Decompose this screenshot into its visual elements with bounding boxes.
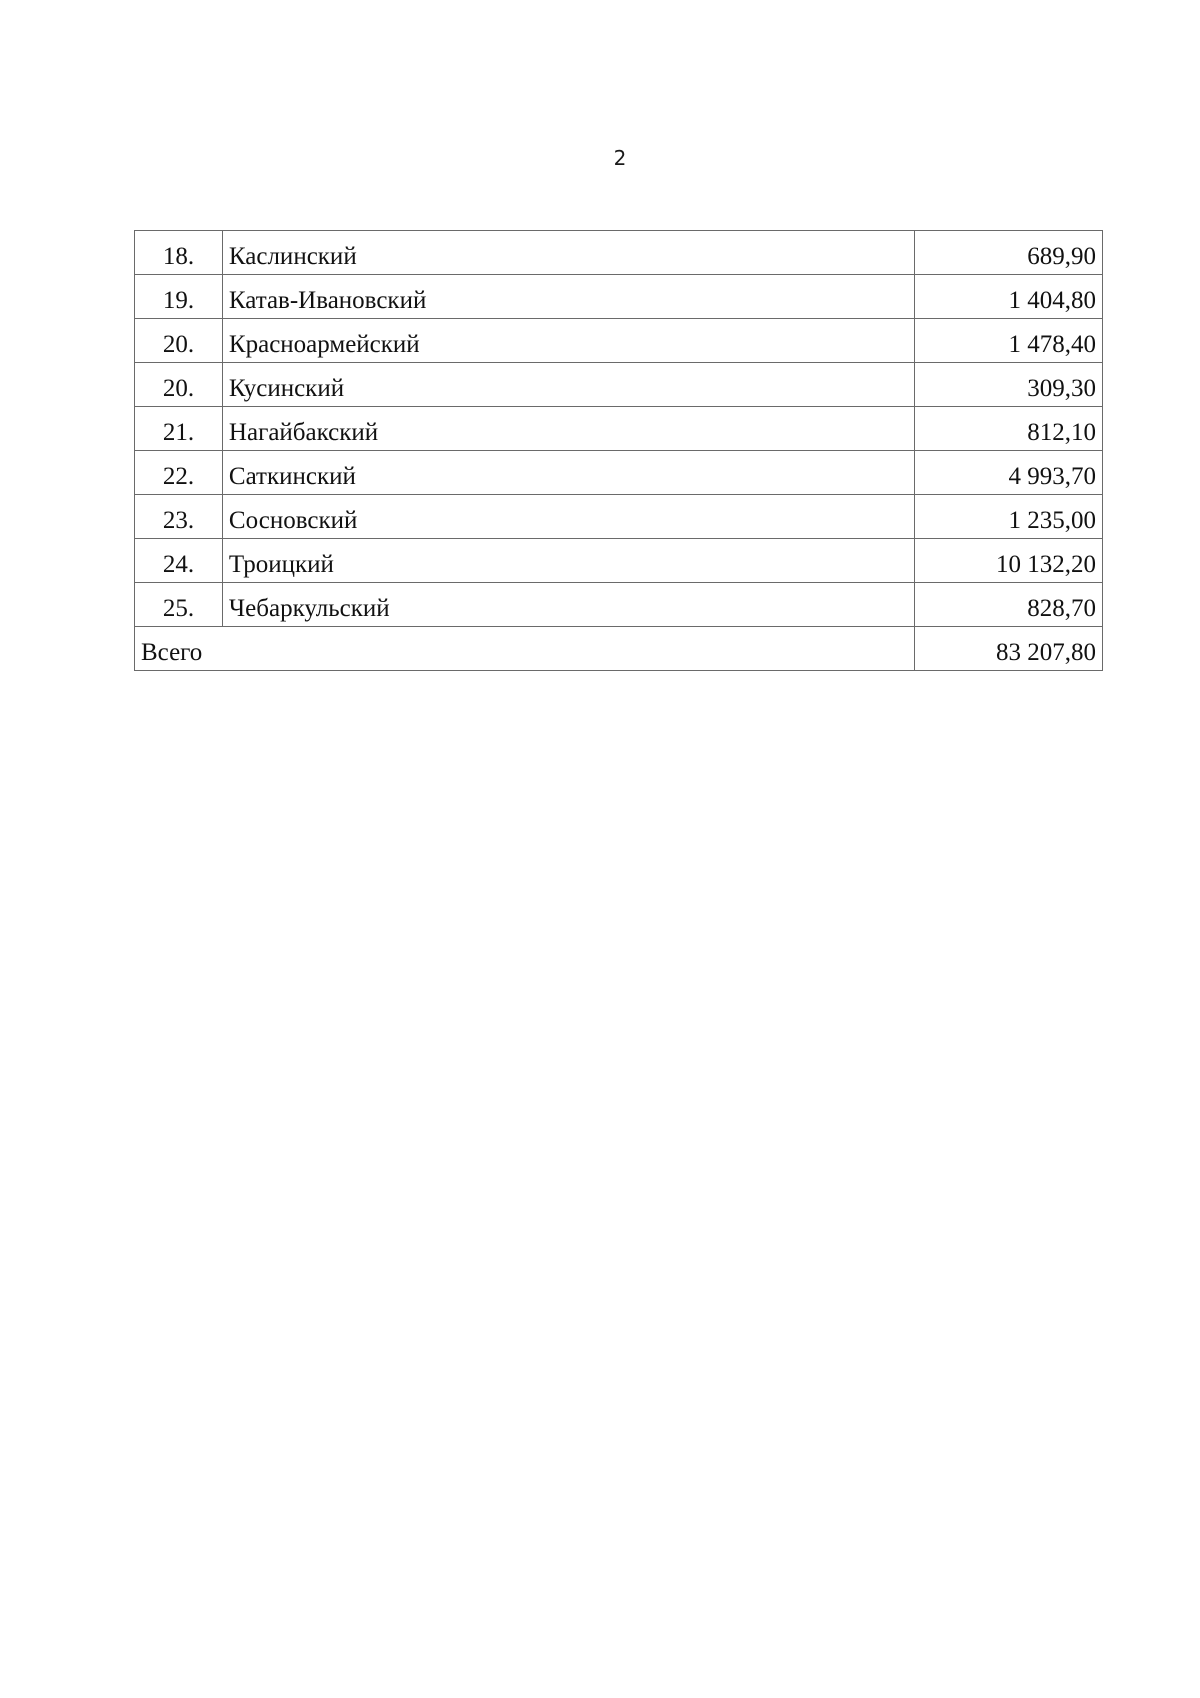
total-label: Всего xyxy=(135,627,915,671)
row-number: 18. xyxy=(135,231,223,275)
district-name: Саткинский xyxy=(222,451,914,495)
row-number: 21. xyxy=(135,407,223,451)
row-number: 19. xyxy=(135,275,223,319)
table-row xyxy=(135,451,1103,495)
row-number: 20. xyxy=(135,363,223,407)
amount-value: 4 993,70 xyxy=(915,451,1103,495)
table-row xyxy=(135,583,1103,627)
row-number: 20. xyxy=(135,319,223,363)
page-number: 2 xyxy=(613,146,627,170)
district-name: Каслинский xyxy=(222,231,914,275)
amount-value: 828,70 xyxy=(915,583,1103,627)
row-number: 24. xyxy=(135,539,223,583)
table-row xyxy=(135,407,1103,451)
district-name: Троицкий xyxy=(222,539,914,583)
row-number: 22. xyxy=(135,451,223,495)
table-row xyxy=(135,231,1103,275)
amount-value: 689,90 xyxy=(915,231,1103,275)
district-amounts-table xyxy=(134,230,1103,671)
district-name: Чебаркульский xyxy=(222,583,914,627)
table-row xyxy=(135,319,1103,363)
row-number: 23. xyxy=(135,495,223,539)
district-name: Кусинский xyxy=(222,363,914,407)
table-row xyxy=(135,363,1103,407)
amount-value: 812,10 xyxy=(915,407,1103,451)
total-row xyxy=(135,627,1103,671)
amount-value: 1 478,40 xyxy=(915,319,1103,363)
total-value: 83 207,80 xyxy=(915,627,1103,671)
amount-value: 10 132,20 xyxy=(915,539,1103,583)
table-row xyxy=(135,539,1103,583)
amount-value: 1 404,80 xyxy=(915,275,1103,319)
row-number: 25. xyxy=(135,583,223,627)
district-name: Красноармейский xyxy=(222,319,914,363)
table-row xyxy=(135,495,1103,539)
table-row xyxy=(135,275,1103,319)
amount-value: 309,30 xyxy=(915,363,1103,407)
amount-value: 1 235,00 xyxy=(915,495,1103,539)
district-name: Нагайбакский xyxy=(222,407,914,451)
district-name: Катав-Ивановский xyxy=(222,275,914,319)
district-name: Сосновский xyxy=(222,495,914,539)
